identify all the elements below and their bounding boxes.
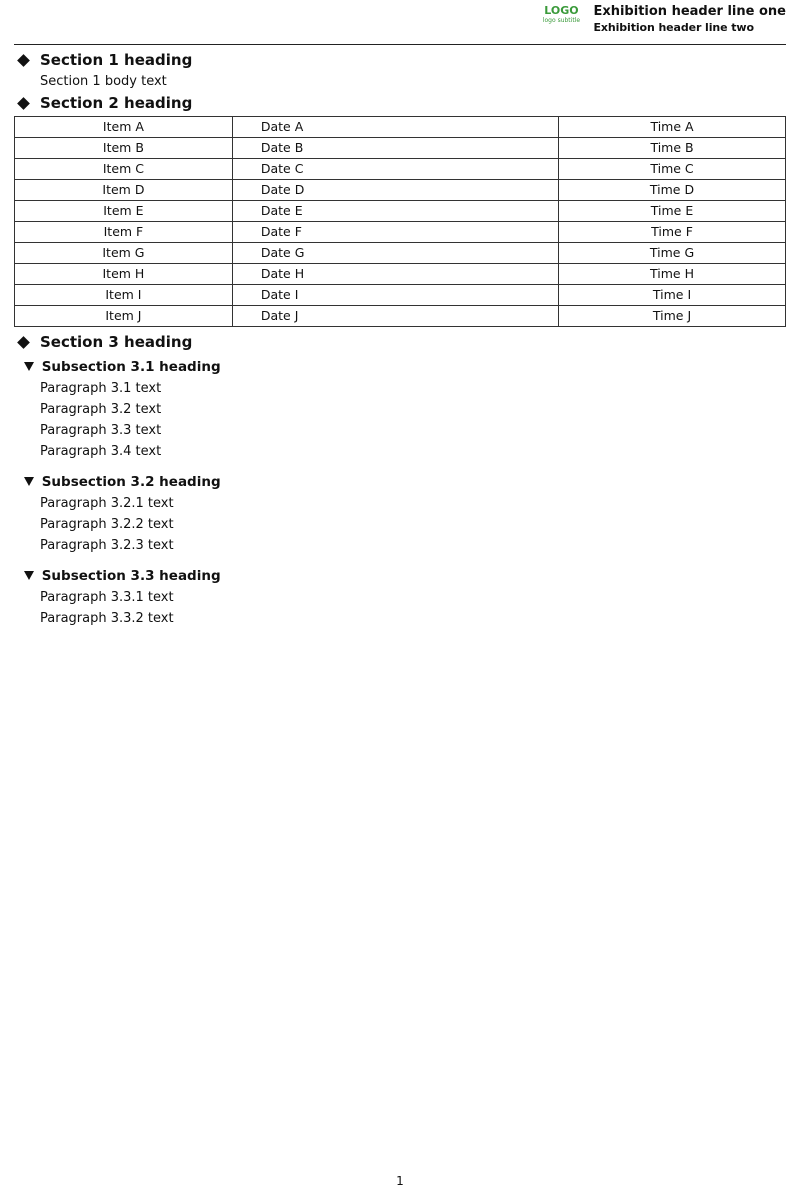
paragraph-3-1: Paragraph 3.1 text — [40, 381, 162, 396]
paragraph-3-2-3: Paragraph 3.2.3 text — [40, 538, 174, 553]
paragraph-3-2-1: Paragraph 3.2.1 text — [40, 496, 174, 511]
schedule-date-cell: Date D — [232, 180, 558, 201]
schedule-date-cell: Date E — [232, 201, 558, 222]
diamond-bullet-icon — [17, 54, 30, 67]
subsection-3-3-title: Subsection 3.3 heading — [41, 568, 221, 584]
schedule-row — [15, 243, 786, 264]
paragraph-3-4: Paragraph 3.4 text — [40, 444, 162, 459]
section-3-heading — [14, 331, 786, 353]
schedule-date-cell: Date H — [232, 264, 558, 285]
section-3-title: Section 3 heading — [40, 333, 193, 351]
paragraph-3-3: Paragraph 3.3 text — [40, 423, 162, 438]
schedule-time-cell: Time C — [559, 159, 786, 180]
subsection-3-2-title: Subsection 3.2 heading — [41, 474, 221, 490]
schedule-date-cell: Date J — [232, 306, 558, 327]
schedule-item-cell: Item A — [15, 117, 233, 138]
schedule-item-cell: Item D — [15, 180, 233, 201]
schedule-date-cell: Date F — [232, 222, 558, 243]
schedule-item-cell: Item F — [15, 222, 233, 243]
schedule-row — [15, 138, 786, 159]
logo-subtitle: logo subtitle — [542, 17, 581, 24]
schedule-date-cell: Date B — [232, 138, 558, 159]
triangle-bullet-icon — [24, 477, 34, 486]
subsection-3-1-title: Subsection 3.1 heading — [41, 359, 221, 375]
schedule-item-cell: Item J — [15, 306, 233, 327]
schedule-date-cell: Date I — [232, 285, 558, 306]
section-1-heading — [14, 49, 786, 71]
header-title-en: Exhibition header line two — [593, 21, 754, 34]
triangle-bullet-icon — [24, 362, 34, 371]
schedule-row — [15, 159, 786, 180]
schedule-row — [15, 306, 786, 327]
schedule-item-cell: Item C — [15, 159, 233, 180]
paragraph-3-3-2: Paragraph 3.3.2 text — [40, 611, 174, 626]
schedule-time-cell: Time A — [559, 117, 786, 138]
schedule-time-cell: Time J — [559, 306, 786, 327]
page-header — [14, 4, 786, 42]
paragraph-3-2-2: Paragraph 3.2.2 text — [40, 517, 174, 532]
schedule-time-cell: Time D — [559, 180, 786, 201]
logo-mark: LOGO — [544, 4, 579, 17]
diamond-bullet-icon — [17, 97, 30, 110]
diamond-bullet-icon — [17, 336, 30, 349]
schedule-item-cell: Item E — [15, 201, 233, 222]
paragraph-3-2: Paragraph 3.2 text — [40, 402, 162, 417]
paragraph-3-3-1: Paragraph 3.3.1 text — [40, 590, 174, 605]
subsection-3-3-heading — [14, 566, 786, 587]
section-1-body: Section 1 body text — [40, 74, 167, 89]
schedule-time-cell: Time H — [559, 264, 786, 285]
header-title-cn: Exhibition header line one — [593, 4, 786, 19]
header-divider — [14, 44, 786, 45]
section-1-title: Section 1 heading — [40, 51, 193, 69]
triangle-bullet-icon — [24, 571, 34, 580]
schedule-item-cell: Item G — [15, 243, 233, 264]
section-2-heading — [14, 92, 786, 114]
subsection-3-1-heading — [14, 357, 786, 378]
schedule-time-cell: Time B — [559, 138, 786, 159]
schedule-table — [14, 116, 786, 327]
schedule-row — [15, 201, 786, 222]
schedule-row — [15, 180, 786, 201]
expo-logo — [539, 4, 583, 40]
schedule-date-cell: Date A — [232, 117, 558, 138]
schedule-date-cell: Date G — [232, 243, 558, 264]
schedule-row — [15, 222, 786, 243]
schedule-time-cell: Time E — [559, 201, 786, 222]
schedule-time-cell: Time G — [559, 243, 786, 264]
schedule-row — [15, 264, 786, 285]
schedule-date-cell: Date C — [232, 159, 558, 180]
schedule-row — [15, 285, 786, 306]
schedule-time-cell: Time I — [559, 285, 786, 306]
schedule-row — [15, 117, 786, 138]
page-number: 1 — [396, 1174, 404, 1188]
schedule-time-cell: Time F — [559, 222, 786, 243]
section-2-title: Section 2 heading — [40, 94, 193, 112]
subsection-3-2-heading — [14, 472, 786, 493]
schedule-item-cell: Item I — [15, 285, 233, 306]
schedule-item-cell: Item B — [15, 138, 233, 159]
schedule-item-cell: Item H — [15, 264, 233, 285]
